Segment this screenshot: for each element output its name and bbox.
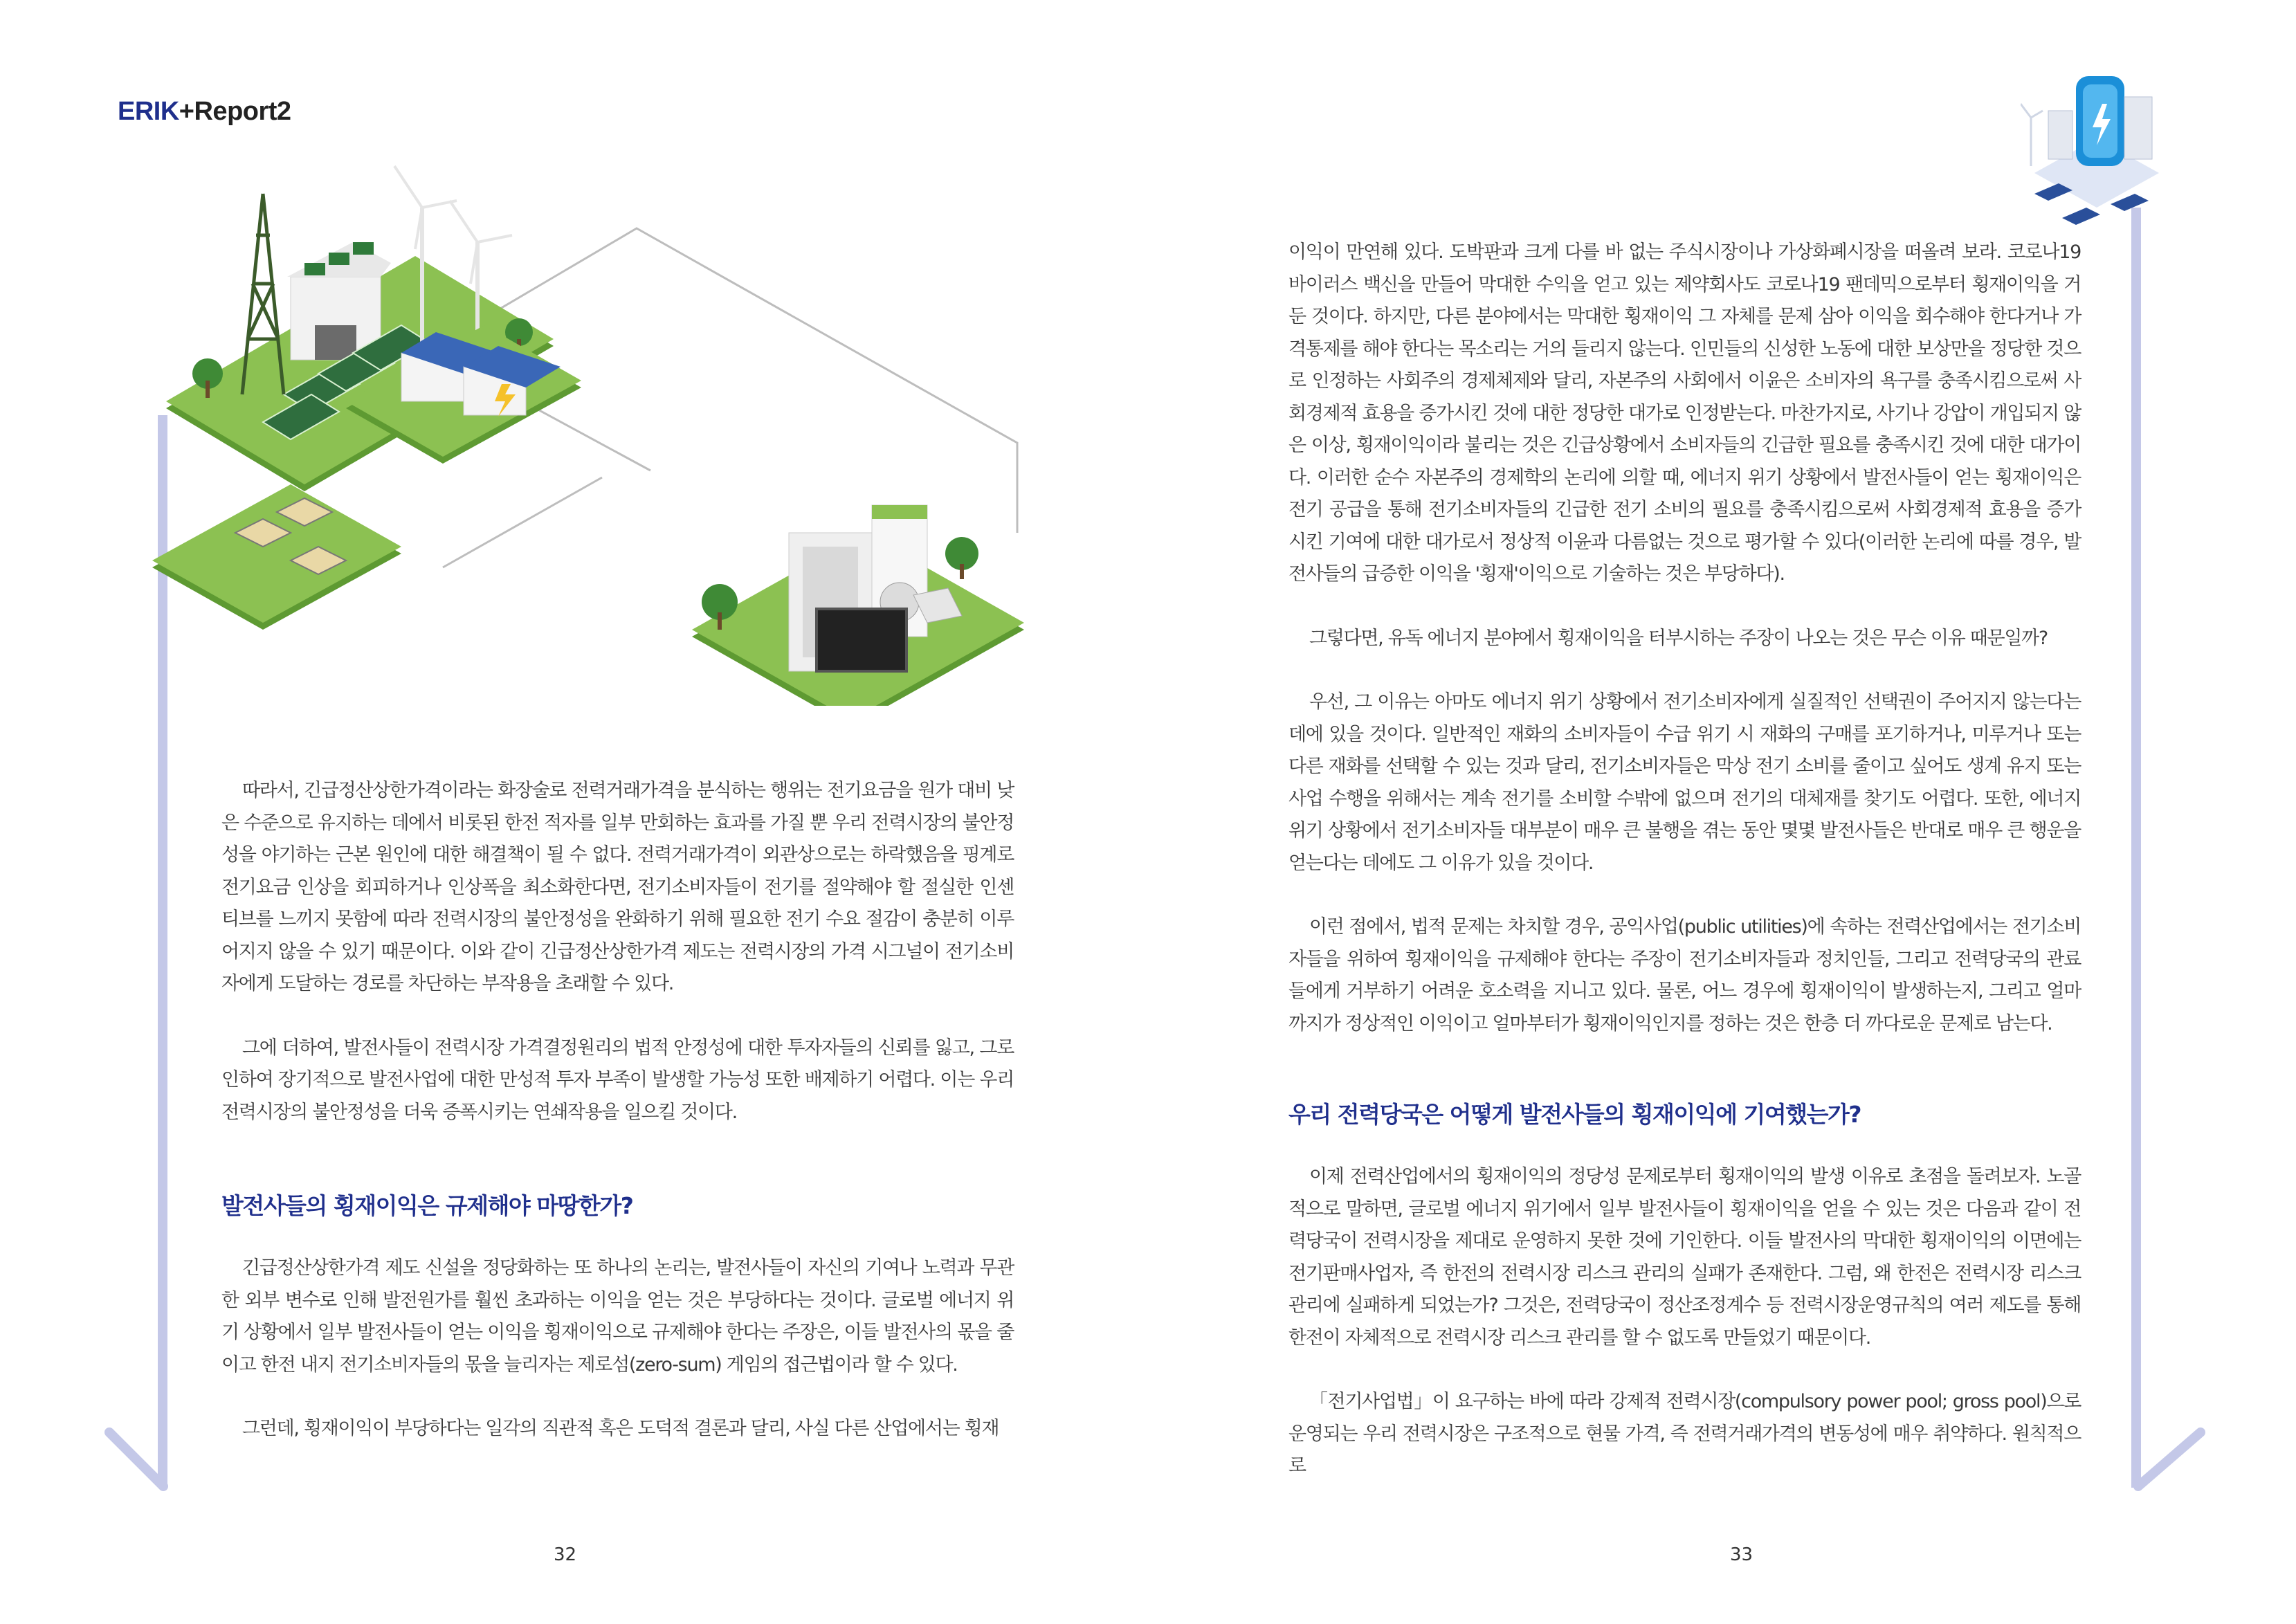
right-paragraph-1: 이익이 만연해 있다. 도박판과 크게 다를 바 없는 주식시장이나 가상화폐시장을 떠올려 보라. 코로나19 바이러스 백신을 만들어 막대한 수익을 얻고 있는 제약회사도 코로나19 팬데믹으로부터 횡재이익을 거둔 것이다. 하지만, 다른 분야에서는 막대한 횡재이익 그 자체를 문제 삼아 이익을 회수해야 한다거나 가격통제를 해야 한다는 목소리는 거의 들리지 않는다. 인민들의 신성한 노동에 대한 보상만을 정당한 것으로 인정하는 사회주의 경제체제와 달리, 자본주의 사회에서 이윤은 소비자의 욕구를 충족시킴으로써 사회경제적 효용을 증가시킨 것에 대한 정당한 대가로 인정받는다. 마찬가지로, 사기나 강압이 개입되지 않은 이상, 횡재이익이라 불리는 것은 긴급상황에서 소비자들의 긴급한 필요를 충족시킨 것에 대한 대가이다. 이러한 순수 자본주의 경제학의 논리에 의할 때, 에너지 위기 상황에서 발전사들이 얻는 횡재이익은 전기 공급을 통해 전기소비자들의 긴급한 전기 소비의 필요를 충족시킴으로써 사회경제적 효용을 증가시킨 기여에 대한 대가로서 정상적 이윤과 다름없는 것으로 평가할 수 있다(이러한 논리에 따를 경우, 발전사들의 급증한 이익을 '횡재'이익으로 기술하는 것은 부당하다). — [1288, 241, 2081, 585]
left-body-block-2 — [221, 1252, 1014, 1477]
report-brand — [118, 97, 291, 127]
page-number-right: 33 — [1730, 1544, 1753, 1565]
right-paragraph-3: 우선, 그 이유는 아마도 에너지 위기 상황에서 전기소비자에게 실질적인 선택권이 주어지지 않는다는 데에 있을 것이다. 일반적인 재화의 소비자들이 수급 위기 시 재화의 구매를 포기하거나, 미루거나 또는 다른 재화를 선택할 수 있는 것과 달리, 전기소비자들은 막상 전기 소비를 줄이고 싶어도 생계 유지 또는 사업 수행을 위해서는 계속 전기를 소비할 수밖에 없으며 전기의 대체재를 찾기도 어렵다. 또한, 에너지 위기 상황에서 전기소비자들 대부분이 매우 큰 불행을 겪는 동안 몇몇 발전사들은 반대로 매우 큰 행운을 얻는다는 데에도 그 이유가 있을 것이다. — [1288, 691, 2081, 874]
right-rail-hook — [2131, 1425, 2207, 1502]
right-section-heading: 우리 전력당국은 어떻게 발전사들의 횡재이익에 기여했는가? — [1288, 1101, 1861, 1128]
left-section-heading: 발전사들의 횡재이익은 규제해야 마땅한가? — [221, 1192, 633, 1219]
battery-city-icon — [2021, 55, 2166, 235]
right-paragraph-2: 그렇다면, 유독 에너지 분야에서 횡재이익을 터부시하는 주장이 나오는 것은 무슨 이유 때문일까? — [1309, 627, 2048, 649]
page-number-left: 32 — [554, 1544, 577, 1565]
left-paragraph-1: 따라서, 긴급정산상한가격이라는 화장술로 전력거래가격을 분식하는 행위는 전기요금을 원가 대비 낮은 수준으로 유지하는 데에서 비롯된 한전 적자를 일부 만회하는 효과를 가질 뿐 우리 전력시장의 불안정성을 야기하는 근본 원인에 대한 해결책이 될 수 없다. 전력거래가격이 외관상으로는 하락했음을 핑계로 전기요금 인상을 회피하거나 인상폭을 최소화한다면, 전기소비자들이 전기를 절약해야 할 절실한 인센티브를 느끼지 못함에 따라 전력시장의 불안정성을 완화하기 위해 필요한 전기 수요 절감이 충분히 이루어지지 않을 수 있기 때문이다. 이와 같이 긴급정산상한가격 제도는 전력시장의 가격 시그널이 전기소비자에게 도달하는 경로를 차단하는 부작용을 초래할 수 있다. — [221, 780, 1014, 994]
left-paragraph-3: 긴급정산상한가격 제도 신설을 정당화하는 또 하나의 논리는, 발전사들이 자신의 기여나 노력과 무관한 외부 변수로 인해 발전원가를 훨씬 초과하는 이익을 얻는 것은 부당하다는 것이다. 글로벌 에너지 위기 상황에서 일부 발전사들이 얻는 이익을 횡재이익으로 규제해야 한다는 주장은, 이들 발전사의 몫을 줄이고 한전 내지 전기소비자들의 몫을 늘리자는 제로섬(zero-sum) 게임의 접근법이라 할 수 있다. — [221, 1257, 1014, 1376]
brand-erik: ERIK — [118, 97, 179, 126]
left-body-block — [221, 775, 1014, 1160]
right-paragraph-6: 「전기사업법」이 요구하는 바에 따라 강제적 전력시장(compulsory power pool; gross pool)으로 운영되는 우리 전력시장은 구조적으로 현물 가격, 즉 전력거래가격의 변동성에 매우 취약하다. 원칙적으로 — [1288, 1391, 2081, 1477]
right-body-block-2 — [1288, 1161, 2081, 1515]
left-rail-hook — [104, 1425, 180, 1502]
brand-report: +Report2 — [179, 97, 291, 126]
power-plant-island — [166, 166, 554, 491]
right-paragraph-5: 이제 전력산업에서의 횡재이익의 정당성 문제로부터 횡재이익의 발생 이유로 초점을 돌려보자. 노골적으로 말하면, 글로벌 에너지 위기에서 일부 발전사들이 횡재이익을 얻을 수 있는 것은 다음과 같이 전력당국이 전력시장을 제대로 운영하지 못한 것에 기인한다. 이들 발전사의 막대한 횡재이익의 이면에는 전기판매사업자, 즉 한전의 전력시장 리스크 관리의 실패가 존재한다. 그럼, 왜 한전은 전력시장 리스크 관리에 실패하게 되었는가? 그것은, 전력당국이 정산조정계수 등 전력시장운영규칙의 여러 제도를 통해 한전이 자체적으로 전력시장 리스크 관리를 할 수 없도록 만들었기 때문이다. — [1288, 1166, 2081, 1349]
right-paragraph-4: 이런 점에서, 법적 문제는 차치할 경우, 공익사업(public utilities)에 속하는 전력산업에서는 전기소비자들을 위하여 횡재이익을 규제해야 한다는 주장이 전기소비자들과 정치인들, 그리고 전력당국의 관료들에게 거부하기 어려운 호소력을 지니고 있다. 물론, 어느 경우에 횡재이익이 발생하는지, 그리고 얼마까지가 정상적인 이익이고 얼마부터가 횡재이익인지를 정하는 것은 한층 더 까다로운 문제로 남는다. — [1288, 916, 2081, 1034]
chip-island — [152, 484, 401, 630]
datacenter-island — [692, 505, 1024, 706]
left-paragraph-4: 그런데, 횡재이익이 부당하다는 일각의 직관적 혹은 도덕적 결론과 달리, 사실 다른 산업에서는 횡재 — [242, 1418, 999, 1439]
energy-illustration — [152, 145, 1066, 706]
right-rail — [2131, 208, 2141, 1488]
right-body-block — [1288, 237, 2081, 1072]
left-paragraph-2: 그에 더하여, 발전사들이 전력시장 가격결정원리의 법적 안정성에 대한 투자자들의 신뢰를 잃고, 그로 인하여 장기적으로 발전사업에 대한 만성적 투자 부족이 발생할 가능성 또한 배제하기 어렵다. 이는 우리 전력시장의 불안정성을 더욱 증폭시키는 연쇄작용을 일으킬 것이다. — [221, 1037, 1014, 1123]
